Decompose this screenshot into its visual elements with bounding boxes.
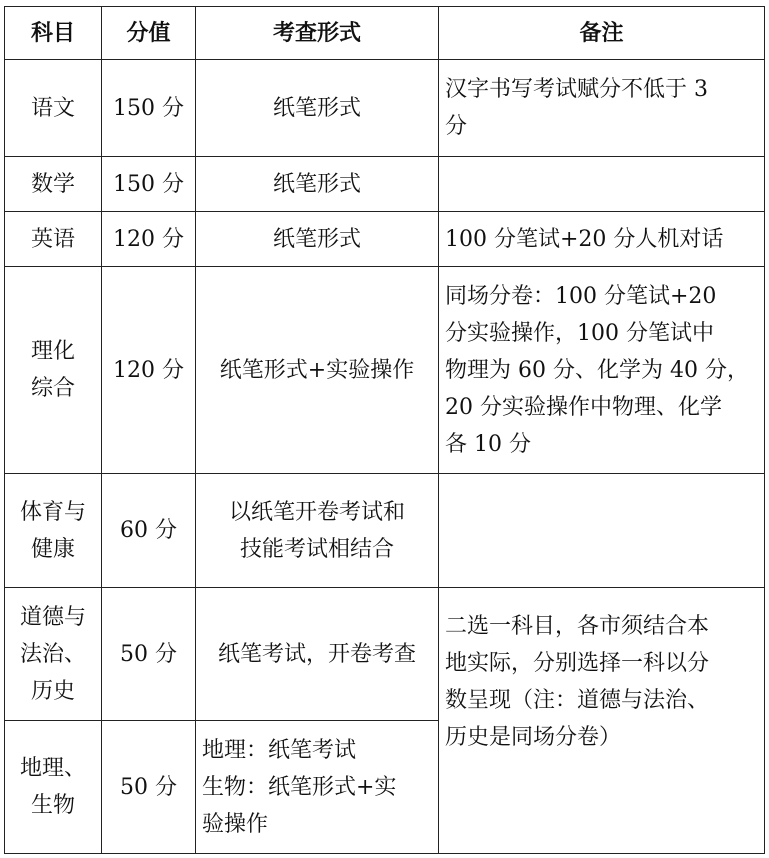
table-row [5, 588, 765, 721]
score-cell: 50 分 [102, 588, 196, 721]
remarks-cell: 同场分卷：100 分笔试+20 分实验操作，100 分笔试中 物理为 60 分、化学为 40 分， 20 分实验操作中物理、化学 各 10 分 [439, 267, 765, 474]
table-row [5, 60, 765, 157]
score-cell: 150 分 [102, 60, 196, 157]
table-row [5, 212, 765, 267]
remarks-cell [439, 157, 765, 212]
header-subject: 科目 [5, 7, 102, 60]
score-cell: 60 分 [102, 474, 196, 588]
format-cell: 纸笔形式 [196, 157, 439, 212]
subject-cell: 体育与 健康 [5, 474, 102, 588]
format-cell: 纸笔形式 [196, 212, 439, 267]
header-remarks: 备注 [439, 7, 765, 60]
format-cell: 纸笔形式+实验操作 [196, 267, 439, 474]
score-cell: 150 分 [102, 157, 196, 212]
remarks-cell: 100 分笔试+20 分人机对话 [439, 212, 765, 267]
remarks-cell: 二选一科目，各市须结合本 地实际，分别选择一科以分 数呈现（注：道德与法治、 历史是同场分卷） [439, 588, 765, 854]
table-row [5, 474, 765, 588]
table-row [5, 157, 765, 212]
header-format: 考查形式 [196, 7, 439, 60]
header-score: 分值 [102, 7, 196, 60]
subject-cell: 道德与 法治、 历史 [5, 588, 102, 721]
subject-cell: 数学 [5, 157, 102, 212]
header-row [5, 7, 765, 60]
score-cell: 50 分 [102, 721, 196, 854]
remarks-cell [439, 474, 765, 588]
table-row [5, 267, 765, 474]
subject-cell: 理化 综合 [5, 267, 102, 474]
subject-cell: 语文 [5, 60, 102, 157]
format-cell: 纸笔形式 [196, 60, 439, 157]
format-cell: 纸笔考试，开卷考查 [196, 588, 439, 721]
remarks-cell: 汉字书写考试赋分不低于 3 分 [439, 60, 765, 157]
score-cell: 120 分 [102, 212, 196, 267]
subject-cell: 英语 [5, 212, 102, 267]
exam-subjects-table [4, 6, 765, 854]
format-cell: 地理：纸笔考试 生物：纸笔形式+实 验操作 [196, 721, 439, 854]
subject-cell: 地理、 生物 [5, 721, 102, 854]
score-cell: 120 分 [102, 267, 196, 474]
format-cell: 以纸笔开卷考试和 技能考试相结合 [196, 474, 439, 588]
